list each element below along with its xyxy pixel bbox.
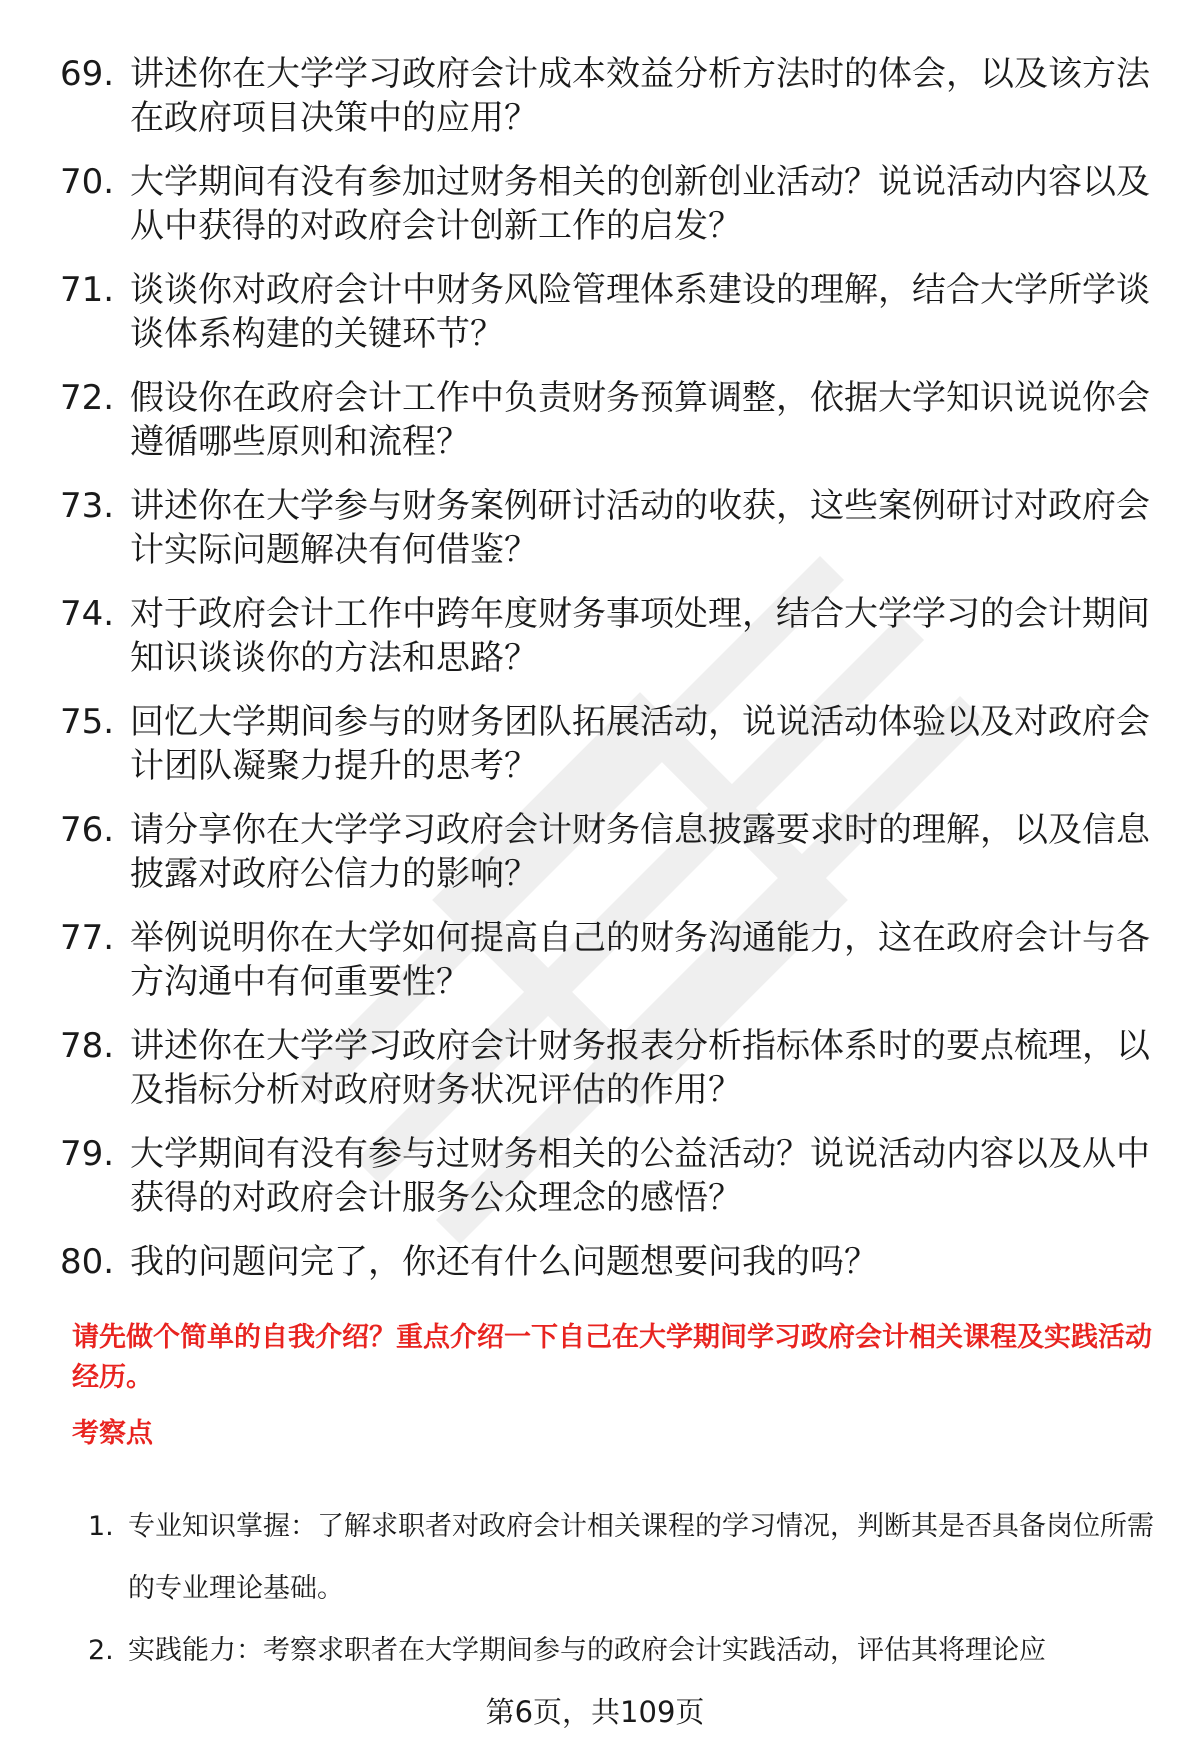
question-item (60, 700, 1150, 788)
question-item (60, 592, 1150, 680)
point-number: 2. (88, 1635, 114, 1666)
question-number: 76. (60, 810, 115, 850)
question-item (60, 1024, 1150, 1112)
question-text: 我的问题问完了，你还有什么问题想要问我的吗？ (130, 1242, 878, 1282)
question-number: 73. (60, 486, 115, 526)
question-number: 78. (60, 1026, 115, 1066)
question-text: 大学期间有没有参加过财务相关的创新创业活动？说说活动内容以及从中获得的对政府会计创新工作的启发？ (130, 162, 1150, 246)
assessment-point-list (88, 1496, 1158, 1682)
point-text: 专业知识掌握：了解求职者对政府会计相关课程的学习情况，判断其是否具备岗位所需的专业理论基础。 (128, 1511, 1154, 1604)
section-subheading: 考察点 (72, 1418, 153, 1449)
point-text: 实践能力：考察求职者在大学期间参与的政府会计实践活动，评估其将理论应 (128, 1635, 1046, 1666)
question-item (60, 160, 1150, 248)
question-item (60, 376, 1150, 464)
assessment-point (88, 1620, 1158, 1682)
question-number: 72. (60, 378, 115, 418)
page-number-footer: 第6页，共109页 (485, 1695, 705, 1729)
question-text: 大学期间有没有参与过财务相关的公益活动？说说活动内容以及从中获得的对政府会计服务公众理念的感悟？ (130, 1134, 1150, 1218)
question-text: 讲述你在大学学习政府会计财务报表分析指标体系时的要点梳理，以及指标分析对政府财务状况评估的作用？ (130, 1026, 1150, 1110)
question-item (60, 52, 1150, 140)
section-heading: 请先做个简单的自我介绍？重点介绍一下自己在大学期间学习政府会计相关课程及实践活动经历。 (72, 1322, 1152, 1393)
question-text: 讲述你在大学学习政府会计成本效益分析方法时的体会，以及该方法在政府项目决策中的应用？ (130, 54, 1150, 138)
question-text: 对于政府会计工作中跨年度财务事项处理，结合大学学习的会计期间知识谈谈你的方法和思路？ (130, 594, 1150, 678)
question-item (60, 808, 1150, 896)
question-number: 80. (60, 1242, 115, 1282)
question-text: 讲述你在大学参与财务案例研讨活动的收获，这些案例研讨对政府会计实际问题解决有何借鉴？ (130, 486, 1150, 570)
question-text: 假设你在政府会计工作中负责财务预算调整，依据大学知识说说你会遵循哪些原则和流程？ (130, 378, 1150, 462)
question-text: 举例说明你在大学如何提高自己的财务沟通能力，这在政府会计与各方沟通中有何重要性？ (130, 918, 1150, 1002)
question-text: 回忆大学期间参与的财务团队拓展活动，说说活动体验以及对政府会计团队凝聚力提升的思考？ (130, 702, 1150, 786)
question-item (60, 484, 1150, 572)
question-number: 69. (60, 54, 115, 94)
question-number: 71. (60, 270, 115, 310)
question-item (60, 268, 1150, 356)
assessment-point (88, 1496, 1158, 1620)
question-text: 谈谈你对政府会计中财务风险管理体系建设的理解，结合大学所学谈谈体系构建的关键环节？ (130, 270, 1150, 354)
question-number: 79. (60, 1134, 115, 1174)
question-number: 70. (60, 162, 115, 202)
question-number: 75. (60, 702, 115, 742)
point-number: 1. (88, 1511, 114, 1542)
question-item (60, 1240, 1150, 1284)
question-number: 74. (60, 594, 115, 634)
question-text: 请分享你在大学学习政府会计财务信息披露要求时的理解，以及信息披露对政府公信力的影响？ (130, 810, 1150, 894)
question-number: 77. (60, 918, 115, 958)
question-list (60, 52, 1150, 1304)
question-item (60, 916, 1150, 1004)
question-item (60, 1132, 1150, 1220)
